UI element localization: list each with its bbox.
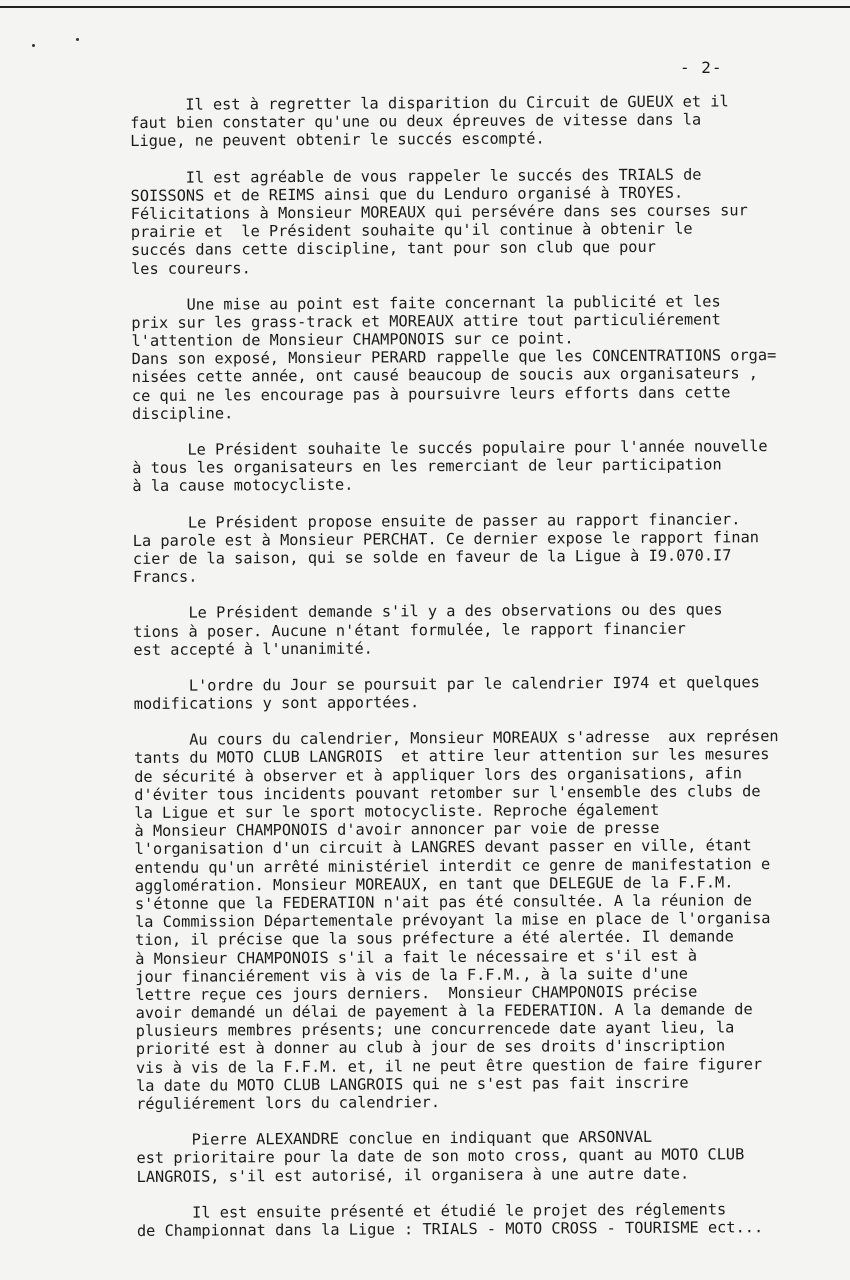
text-line: cier de la saison, qui se solde en faveur de la Ligue à I9.070.I7 bbox=[132, 546, 732, 568]
paragraph bbox=[130, 92, 842, 151]
text-line: est accepté à l'unanimité. bbox=[133, 639, 373, 659]
text-line: les coureurs. bbox=[130, 258, 251, 278]
paragraph bbox=[132, 437, 844, 496]
text-line: tions à poser. Aucune n'étant formulée, le rapport financier bbox=[133, 619, 686, 641]
text-line: Il est à regretter la disparition du Circuit de GUEUX et il bbox=[130, 92, 729, 114]
page-number: - 2- bbox=[680, 58, 723, 77]
text-line: la date du MOTO CLUB LANGROIS qui ne s'est pas fait inscrire bbox=[135, 1073, 689, 1095]
text-line: jour financiérement vis à vis de la F.F.M., à la suite d'une bbox=[135, 964, 689, 986]
text-line: Dans son exposé, Monsieur PERARD rappelle que les CONCENTRATIONS orga= bbox=[131, 346, 777, 369]
text-line: La parole est à Monsieur PERCHAT. Ce dernier expose le rapport finan bbox=[132, 527, 760, 550]
text-line: Il est agréable de vous rappeler le succés des TRIALS de bbox=[130, 165, 702, 187]
text-line: SOISSONS et de REIMS ainsi que du Lenduro organisé à TROYES. bbox=[130, 183, 684, 205]
paragraph bbox=[134, 673, 846, 714]
text-line: L'ordre du Jour se poursuit par le calendrier I974 et quelques bbox=[133, 673, 760, 695]
top-edge-rule bbox=[0, 6, 850, 8]
text-line: agglomération. Monsieur MOREAUX, en tant que DELEGUE de la F.F.M. bbox=[134, 873, 734, 895]
text-line: priorité est à donner au club à jour de ses droits d'inscription bbox=[135, 1036, 726, 1059]
text-line: faut bien constater qu'une ou deux épreuves de vitesse dans la bbox=[130, 110, 702, 133]
text-line: la Ligue et sur le sport motocycliste. Reproche également bbox=[134, 800, 660, 822]
text-line: réguliérement lors du calendrier. bbox=[136, 1093, 441, 1113]
paragraph bbox=[133, 600, 845, 659]
text-line: tants du MOTO CLUB LANGROIS et attire leur attention sur les mesures bbox=[133, 745, 770, 768]
text-line: à Monsieur CHAMPONOIS s'il a fait le nécessaire et s'il est à bbox=[135, 946, 698, 968]
text-line: discipline. bbox=[131, 404, 234, 423]
paragraph bbox=[137, 1199, 849, 1240]
text-line: Le Président souhaite le succés populaire pour l'année nouvelle bbox=[132, 437, 768, 459]
paragraph bbox=[136, 1127, 848, 1186]
text-line: Ligue, ne peuvent obtenir le succés escompté. bbox=[130, 129, 545, 151]
text-line: est prioritaire pour la date de son moto cross, quant au MOTO CLUB bbox=[136, 1145, 745, 1168]
text-line: s'étonne que la FEDERATION n'ait pas été consultée. A la réunion de bbox=[134, 891, 753, 913]
paragraph bbox=[130, 164, 843, 277]
text-line: LANGROIS, s'il est autorisé, il organisera à une autre date. bbox=[136, 1164, 690, 1186]
text-line: Francs. bbox=[132, 567, 198, 587]
text-line: d'éviter tous incidents pouvant retomber sur l'ensemble des clubs de bbox=[134, 781, 761, 804]
text-line: Il est ensuite présenté et étudié le projet des réglements bbox=[136, 1200, 727, 1222]
text-line: entendu qu'un arrêté ministériel interdit ce genre de manifestation e bbox=[134, 854, 771, 877]
text-line: vis à vis de la F.F.M. et, il ne peut être question de faire figurer bbox=[135, 1054, 763, 1077]
text-line: de sécurité à observer et à appliquer lors des organisations, afin bbox=[134, 763, 743, 786]
text-line: lettre reçue ces jours derniers. Monsieur CHAMPONOIS précise bbox=[135, 982, 698, 1004]
text-line: de Championnat dans la Ligue : TRIALS - MOTO CROSS - TOURISME ect... bbox=[136, 1218, 764, 1240]
paragraph bbox=[133, 509, 845, 586]
text-line: à tous les organisateurs en les remerciant de leur participation bbox=[132, 455, 722, 478]
text-line: Au cours du calendrier, Monsieur MOREAUX s'adresse aux représen bbox=[133, 727, 779, 750]
text-line: ce qui ne les encourage pas à poursuivre leurs efforts dans cette bbox=[131, 382, 731, 405]
text-line: l'attention de Monsieur CHAMPONOIS sur ce point. bbox=[131, 329, 574, 351]
text-line: modifications y sont apportées. bbox=[133, 693, 420, 714]
text-line: Le Président demande s'il y a des observations ou des ques bbox=[133, 600, 723, 623]
text-line: prairie et le Président souhaite qu'il continue à obtenir le bbox=[130, 219, 693, 242]
text-line: à la cause motocycliste. bbox=[132, 476, 354, 496]
text-line: prix sur les grass-track et MOREAUX attire tout particuliérement bbox=[131, 310, 721, 332]
text-line: succés dans cette discipline, tant pour son club que pour bbox=[130, 238, 656, 260]
text-line: Le Président propose ensuite de passer au rapport financier. bbox=[132, 509, 741, 532]
paragraph bbox=[131, 291, 844, 423]
text-line: l'organisation d'un circuit à LANGRES devant passer en ville, étant bbox=[134, 836, 752, 859]
text-line: tion, il précise que la sous préfecture a été alertée. Il demande bbox=[135, 927, 734, 950]
paragraph bbox=[134, 727, 848, 1113]
text-line: nisées cette année, ont causé beaucoup de soucis aux organisateurs , bbox=[131, 364, 759, 387]
text-line: plusieurs membres présents; une concurrencede date ayant lieu, la bbox=[135, 1018, 735, 1041]
text-line: à Monsieur CHAMPONOIS d'avoir annoncer par voie de presse bbox=[134, 818, 660, 841]
text-line: Une mise au point est faite concernant la publicité et les bbox=[131, 292, 721, 314]
paper-speck bbox=[76, 38, 79, 41]
text-line: avoir demandé un délai de payement à la FEDERATION. A la demande de bbox=[135, 1000, 753, 1023]
text-line: Pierre ALEXANDRE conclue en indiquant que ARSONVAL bbox=[136, 1128, 653, 1150]
text-line: la Commission Départementale prévoyant la mise en place de l'organisa bbox=[134, 909, 771, 932]
text-line: Félicitations à Monsieur MOREAUX qui persévére dans ses courses sur bbox=[130, 201, 748, 223]
document-body bbox=[130, 92, 849, 1258]
paper-speck bbox=[32, 44, 35, 47]
